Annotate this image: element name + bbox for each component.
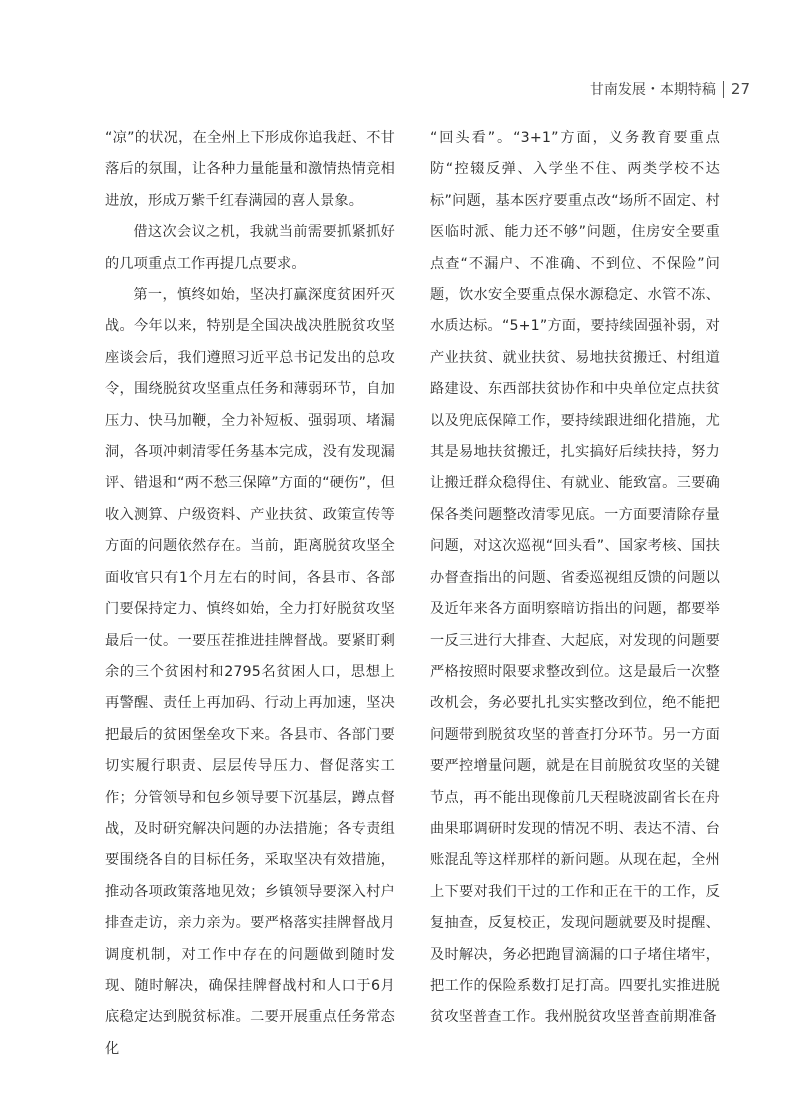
left-column — [105, 123, 395, 1065]
page-number: 27 — [730, 80, 750, 98]
section-title: 甘南发展・本期特稿 — [589, 82, 716, 98]
running-header — [590, 78, 750, 100]
paragraph: 借这次会议之机，我就当前需要抓紧抓好的几项重点工作再提几点要求。 — [105, 224, 395, 272]
right-column — [430, 123, 720, 1034]
paragraph: “回头看”。“3+1”方面，义务教育要重点防“控辍反弹、入学坐不住、两类学校不达标”问题，基本医疗要重点改“场所不固定、村医临时派、能力还不够”问题，住房安全要重点查“不漏户、不准确、不到位、不保险”问题，饮水安全要重点保水源稳定、水管不冻、水质达标。“5+1”方面，要持续固强补弱，对产业扶贫、就业扶贫、易地扶贫搬迁、村组道路建设、东西部扶贫协作和中央单位定点扶贫以及兜底保障工作，要持续跟进细化措施，尤其是易地扶贫搬迁，扎实搞好后续扶持，努力让搬迁群众稳得住、有就业、能致富。三要确保各类问题整改清零见底。一方面要清除存量问题，对这次巡视“回头看”、国家考核、国扶办督查指出的问题、省委巡视组反馈的问题以及近年来各方面明察暗访指出的问题，都要举一反三进行大排查、大起底，对发现的问题要严格按照时限要求整改到位。这是最后一次整改机会，务必要扎扎实实整改到位，绝不能把问题带到脱贫攻坚的普查打分环节。另一方面要严控增量问题，就是在目前脱贫攻坚的关键节点，再不能出现像前几天程晓波副省长在舟曲果耶调研时发现的情况不明、表达不清、台账混乱等这样那样的新问题。从现在起，全州上下要对我们干过的工作和正在干的工作，反复抽查，反复校正，发现问题就要及时提醒、及时解决，务必把跑冒滴漏的口子堵住堵牢，把工作的保险系数打足打高。四要扎实推进脱贫攻坚普查工作。我州脱贫攻坚普查前期准备 — [430, 130, 720, 1026]
paragraph: 第一，慎终如始，坚决打赢深度贫困歼灭战。今年以来，特别是全国决战决胜脱贫攻坚座谈会后，我们遵照习近平总书记发出的总攻令，围绕脱贫攻坚重点任务和薄弱环节，自加压力、快马加鞭，全力补短板、强弱项、堵漏洞，各项冲刺清零任务基本完成，没有发现漏评、错退和“两不愁三保障”方面的“硬伤”，但收入测算、户级资料、产业扶贫、政策宣传等方面的问题依然存在。当前，距离脱贫攻坚全面收官只有1个月左右的时间，各县市、各部门要保持定力、慎终如始，全力打好脱贫攻坚最后一仗。一要压茬推进挂牌督战。要紧盯剩余的三个贫困村和2795名贫困人口，思想上再警醒、责任上再加码、行动上再加速，坚决把最后的贫困堡垒攻下来。各县市、各部门要切实履行职责、层层传导压力、督促落实工作；分管领导和包乡领导要下沉基层，蹲点督战，及时研究解决问题的办法措施；各专责组要围绕各自的目标任务，采取坚决有效措施，推动各项政策落地见效；乡镇领导要深入村户排查走访，亲力亲为。要严格落实挂牌督战月调度机制，对工作中存在的问题做到随时发现、随时解决，确保挂牌督战村和人口于6月底稳定达到脱贫标准。二要开展重点任务常态化 — [105, 287, 395, 1057]
header-divider — [723, 81, 724, 98]
paragraph: “凉”的状况，在全州上下形成你追我赶、不甘落后的氛围，让各种力量能量和激情热情竞相进放，形成万紫千红春满园的喜人景象。 — [105, 130, 395, 209]
